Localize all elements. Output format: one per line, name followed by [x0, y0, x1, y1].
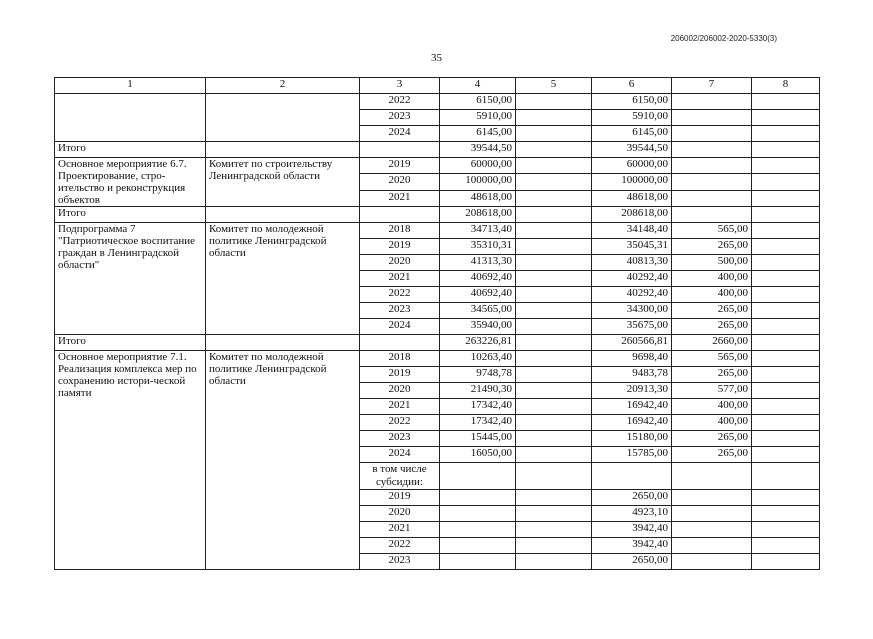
- col7-cell: 265,00: [672, 303, 752, 319]
- col6-cell: 40292,40: [592, 287, 672, 303]
- col4-cell: 6145,00: [440, 126, 516, 142]
- year-cell: 2020: [360, 255, 440, 271]
- col4-cell: [440, 538, 516, 554]
- col7-cell: 577,00: [672, 383, 752, 399]
- col4-cell: 10263,40: [440, 351, 516, 367]
- program-name: Основное мероприятие 6.7. Проектирование, стро-ительство и реконструкция объектов: [55, 158, 206, 207]
- total-col5: [516, 207, 592, 223]
- col7-cell: [672, 190, 752, 206]
- col4-cell: 5910,00: [440, 110, 516, 126]
- col8-cell: [752, 223, 820, 239]
- program-name: [55, 94, 206, 142]
- col5-cell: [516, 255, 592, 271]
- col7-cell: 265,00: [672, 239, 752, 255]
- empty-cell: [516, 463, 592, 490]
- total-col5: [516, 142, 592, 158]
- col5-cell: [516, 431, 592, 447]
- col5-cell: [516, 522, 592, 538]
- year-cell: 2019: [360, 490, 440, 506]
- program-name: Подпрограмма 7 "Патриотическое воспитание граждан в Ленинградской области": [55, 223, 206, 335]
- col5-cell: [516, 174, 592, 190]
- col4-cell: 34565,00: [440, 303, 516, 319]
- col8-cell: [752, 239, 820, 255]
- col8-cell: [752, 190, 820, 206]
- col5-cell: [516, 303, 592, 319]
- col4-cell: 16050,00: [440, 447, 516, 463]
- total-col5: [516, 335, 592, 351]
- year-cell: 2021: [360, 271, 440, 287]
- total-col6: 208618,00: [592, 207, 672, 223]
- col5-cell: [516, 554, 592, 570]
- col6-cell: 48618,00: [592, 190, 672, 206]
- year-cell: 2022: [360, 287, 440, 303]
- column-header-2: 2: [206, 78, 360, 94]
- col7-cell: 400,00: [672, 415, 752, 431]
- year-cell: 2021: [360, 522, 440, 538]
- col7-cell: [672, 506, 752, 522]
- empty-cell: [440, 463, 516, 490]
- col8-cell: [752, 271, 820, 287]
- year-cell: 2022: [360, 538, 440, 554]
- column-header-3: 3: [360, 78, 440, 94]
- col4-cell: 17342,40: [440, 399, 516, 415]
- page-number: 35: [431, 52, 442, 64]
- col7-cell: [672, 158, 752, 174]
- col4-cell: 48618,00: [440, 190, 516, 206]
- executor-name: Комитет по строительству Ленинградской области: [206, 158, 360, 207]
- year-cell: 2018: [360, 223, 440, 239]
- column-header-4: 4: [440, 78, 516, 94]
- executor-name: Комитет по молодежной политике Ленинградской области: [206, 351, 360, 570]
- col8-cell: [752, 522, 820, 538]
- col6-cell: 20913,30: [592, 383, 672, 399]
- col7-cell: [672, 174, 752, 190]
- col4-cell: 41313,30: [440, 255, 516, 271]
- col4-cell: 100000,00: [440, 174, 516, 190]
- col4-cell: 17342,40: [440, 415, 516, 431]
- col4-cell: [440, 522, 516, 538]
- column-header-6: 6: [592, 78, 672, 94]
- col4-cell: 35310,31: [440, 239, 516, 255]
- col6-cell: 16942,40: [592, 399, 672, 415]
- col6-cell: 15180,00: [592, 431, 672, 447]
- year-cell: 2018: [360, 351, 440, 367]
- col5-cell: [516, 239, 592, 255]
- total-col7: [672, 207, 752, 223]
- col8-cell: [752, 431, 820, 447]
- document-code: 206002/206002-2020-5330(3): [670, 34, 777, 43]
- year-cell: 2024: [360, 126, 440, 142]
- col8-cell: [752, 94, 820, 110]
- empty-cell: [592, 463, 672, 490]
- col8-cell: [752, 158, 820, 174]
- year-cell: 2020: [360, 383, 440, 399]
- col4-cell: 40692,40: [440, 271, 516, 287]
- col7-cell: 400,00: [672, 287, 752, 303]
- col4-cell: 40692,40: [440, 287, 516, 303]
- executor-name: [206, 94, 360, 142]
- table-body: [55, 78, 820, 570]
- col5-cell: [516, 447, 592, 463]
- col6-cell: 5910,00: [592, 110, 672, 126]
- col4-cell: [440, 554, 516, 570]
- col8-cell: [752, 126, 820, 142]
- header-row: [55, 78, 820, 94]
- col8-cell: [752, 367, 820, 383]
- col5-cell: [516, 367, 592, 383]
- year-cell: 2023: [360, 303, 440, 319]
- col7-cell: [672, 538, 752, 554]
- year-cell: 2022: [360, 94, 440, 110]
- col7-cell: 400,00: [672, 399, 752, 415]
- col4-cell: 34713,40: [440, 223, 516, 239]
- col5-cell: [516, 415, 592, 431]
- col6-cell: 2650,00: [592, 554, 672, 570]
- empty-cell: [672, 463, 752, 490]
- col5-cell: [516, 490, 592, 506]
- total-col6: 39544,50: [592, 142, 672, 158]
- total-executor-cell: [206, 207, 360, 223]
- col8-cell: [752, 110, 820, 126]
- total-col7: 2660,00: [672, 335, 752, 351]
- col8-cell: [752, 506, 820, 522]
- col8-cell: [752, 447, 820, 463]
- total-label: Итого: [55, 207, 206, 223]
- col7-cell: 565,00: [672, 223, 752, 239]
- year-cell: 2020: [360, 174, 440, 190]
- year-cell: 2019: [360, 158, 440, 174]
- col5-cell: [516, 351, 592, 367]
- col6-cell: 40292,40: [592, 271, 672, 287]
- col5-cell: [516, 506, 592, 522]
- col6-cell: 34148,40: [592, 223, 672, 239]
- column-header-8: 8: [752, 78, 820, 94]
- year-cell: 2020: [360, 506, 440, 522]
- col6-cell: 60000,00: [592, 158, 672, 174]
- col4-cell: 9748,78: [440, 367, 516, 383]
- year-cell: 2024: [360, 319, 440, 335]
- col6-cell: 3942,40: [592, 522, 672, 538]
- program-name: Основное мероприятие 7.1. Реализация комплекса мер по сохранению истори-ческой памяти: [55, 351, 206, 570]
- col6-cell: 4923,10: [592, 506, 672, 522]
- col8-cell: [752, 351, 820, 367]
- col6-cell: 40813,30: [592, 255, 672, 271]
- col8-cell: [752, 399, 820, 415]
- column-header-1: 1: [55, 78, 206, 94]
- total-row: [55, 207, 820, 223]
- col5-cell: [516, 287, 592, 303]
- year-cell: 2021: [360, 399, 440, 415]
- col4-cell: 60000,00: [440, 158, 516, 174]
- col7-cell: [672, 522, 752, 538]
- year-cell: 2023: [360, 554, 440, 570]
- col4-cell: 21490,30: [440, 383, 516, 399]
- col4-cell: 6150,00: [440, 94, 516, 110]
- col7-cell: [672, 126, 752, 142]
- col5-cell: [516, 190, 592, 206]
- col6-cell: 34300,00: [592, 303, 672, 319]
- col5-cell: [516, 383, 592, 399]
- col4-cell: [440, 506, 516, 522]
- col8-cell: [752, 174, 820, 190]
- table-row: [55, 94, 820, 110]
- col5-cell: [516, 399, 592, 415]
- col8-cell: [752, 538, 820, 554]
- col8-cell: [752, 319, 820, 335]
- year-cell: 2024: [360, 447, 440, 463]
- col6-cell: 3942,40: [592, 538, 672, 554]
- col7-cell: 265,00: [672, 319, 752, 335]
- col7-cell: [672, 110, 752, 126]
- col5-cell: [516, 538, 592, 554]
- table-row: [55, 158, 820, 174]
- total-label: Итого: [55, 335, 206, 351]
- col5-cell: [516, 126, 592, 142]
- column-header-5: 5: [516, 78, 592, 94]
- col5-cell: [516, 158, 592, 174]
- subsidy-label: в том числе субсидии:: [360, 463, 440, 490]
- total-executor-cell: [206, 142, 360, 158]
- col7-cell: 565,00: [672, 351, 752, 367]
- col8-cell: [752, 490, 820, 506]
- col7-cell: 265,00: [672, 367, 752, 383]
- table-row: [55, 223, 820, 239]
- col6-cell: 9483,78: [592, 367, 672, 383]
- col4-cell: [440, 490, 516, 506]
- total-year-cell: [360, 207, 440, 223]
- col7-cell: 265,00: [672, 431, 752, 447]
- col4-cell: 35940,00: [440, 319, 516, 335]
- col7-cell: [672, 554, 752, 570]
- col7-cell: 500,00: [672, 255, 752, 271]
- col7-cell: [672, 490, 752, 506]
- col6-cell: 15785,00: [592, 447, 672, 463]
- year-cell: 2021: [360, 190, 440, 206]
- total-row: [55, 142, 820, 158]
- total-col6: 260566,81: [592, 335, 672, 351]
- col8-cell: [752, 255, 820, 271]
- total-year-cell: [360, 335, 440, 351]
- col5-cell: [516, 223, 592, 239]
- total-row: [55, 335, 820, 351]
- executor-name: Комитет по молодежной политике Ленинградской области: [206, 223, 360, 335]
- col7-cell: 400,00: [672, 271, 752, 287]
- year-cell: 2019: [360, 239, 440, 255]
- budget-table: [54, 77, 820, 570]
- col6-cell: 6150,00: [592, 94, 672, 110]
- total-col8: [752, 207, 820, 223]
- total-col7: [672, 142, 752, 158]
- year-cell: 2019: [360, 367, 440, 383]
- total-label: Итого: [55, 142, 206, 158]
- col6-cell: 35675,00: [592, 319, 672, 335]
- col8-cell: [752, 383, 820, 399]
- col8-cell: [752, 287, 820, 303]
- year-cell: 2023: [360, 110, 440, 126]
- total-year-cell: [360, 142, 440, 158]
- table-row: [55, 351, 820, 367]
- total-col8: [752, 335, 820, 351]
- year-cell: 2022: [360, 415, 440, 431]
- col5-cell: [516, 271, 592, 287]
- col7-cell: 265,00: [672, 447, 752, 463]
- total-col8: [752, 142, 820, 158]
- col5-cell: [516, 110, 592, 126]
- col5-cell: [516, 94, 592, 110]
- col6-cell: 100000,00: [592, 174, 672, 190]
- col6-cell: 16942,40: [592, 415, 672, 431]
- col8-cell: [752, 303, 820, 319]
- col4-cell: 15445,00: [440, 431, 516, 447]
- year-cell: 2023: [360, 431, 440, 447]
- col6-cell: 6145,00: [592, 126, 672, 142]
- col8-cell: [752, 554, 820, 570]
- total-col4: 263226,81: [440, 335, 516, 351]
- col8-cell: [752, 415, 820, 431]
- column-header-7: 7: [672, 78, 752, 94]
- col6-cell: 35045,31: [592, 239, 672, 255]
- total-executor-cell: [206, 335, 360, 351]
- col7-cell: [672, 94, 752, 110]
- empty-cell: [752, 463, 820, 490]
- col5-cell: [516, 319, 592, 335]
- total-col4: 39544,50: [440, 142, 516, 158]
- col6-cell: 2650,00: [592, 490, 672, 506]
- total-col4: 208618,00: [440, 207, 516, 223]
- col6-cell: 9698,40: [592, 351, 672, 367]
